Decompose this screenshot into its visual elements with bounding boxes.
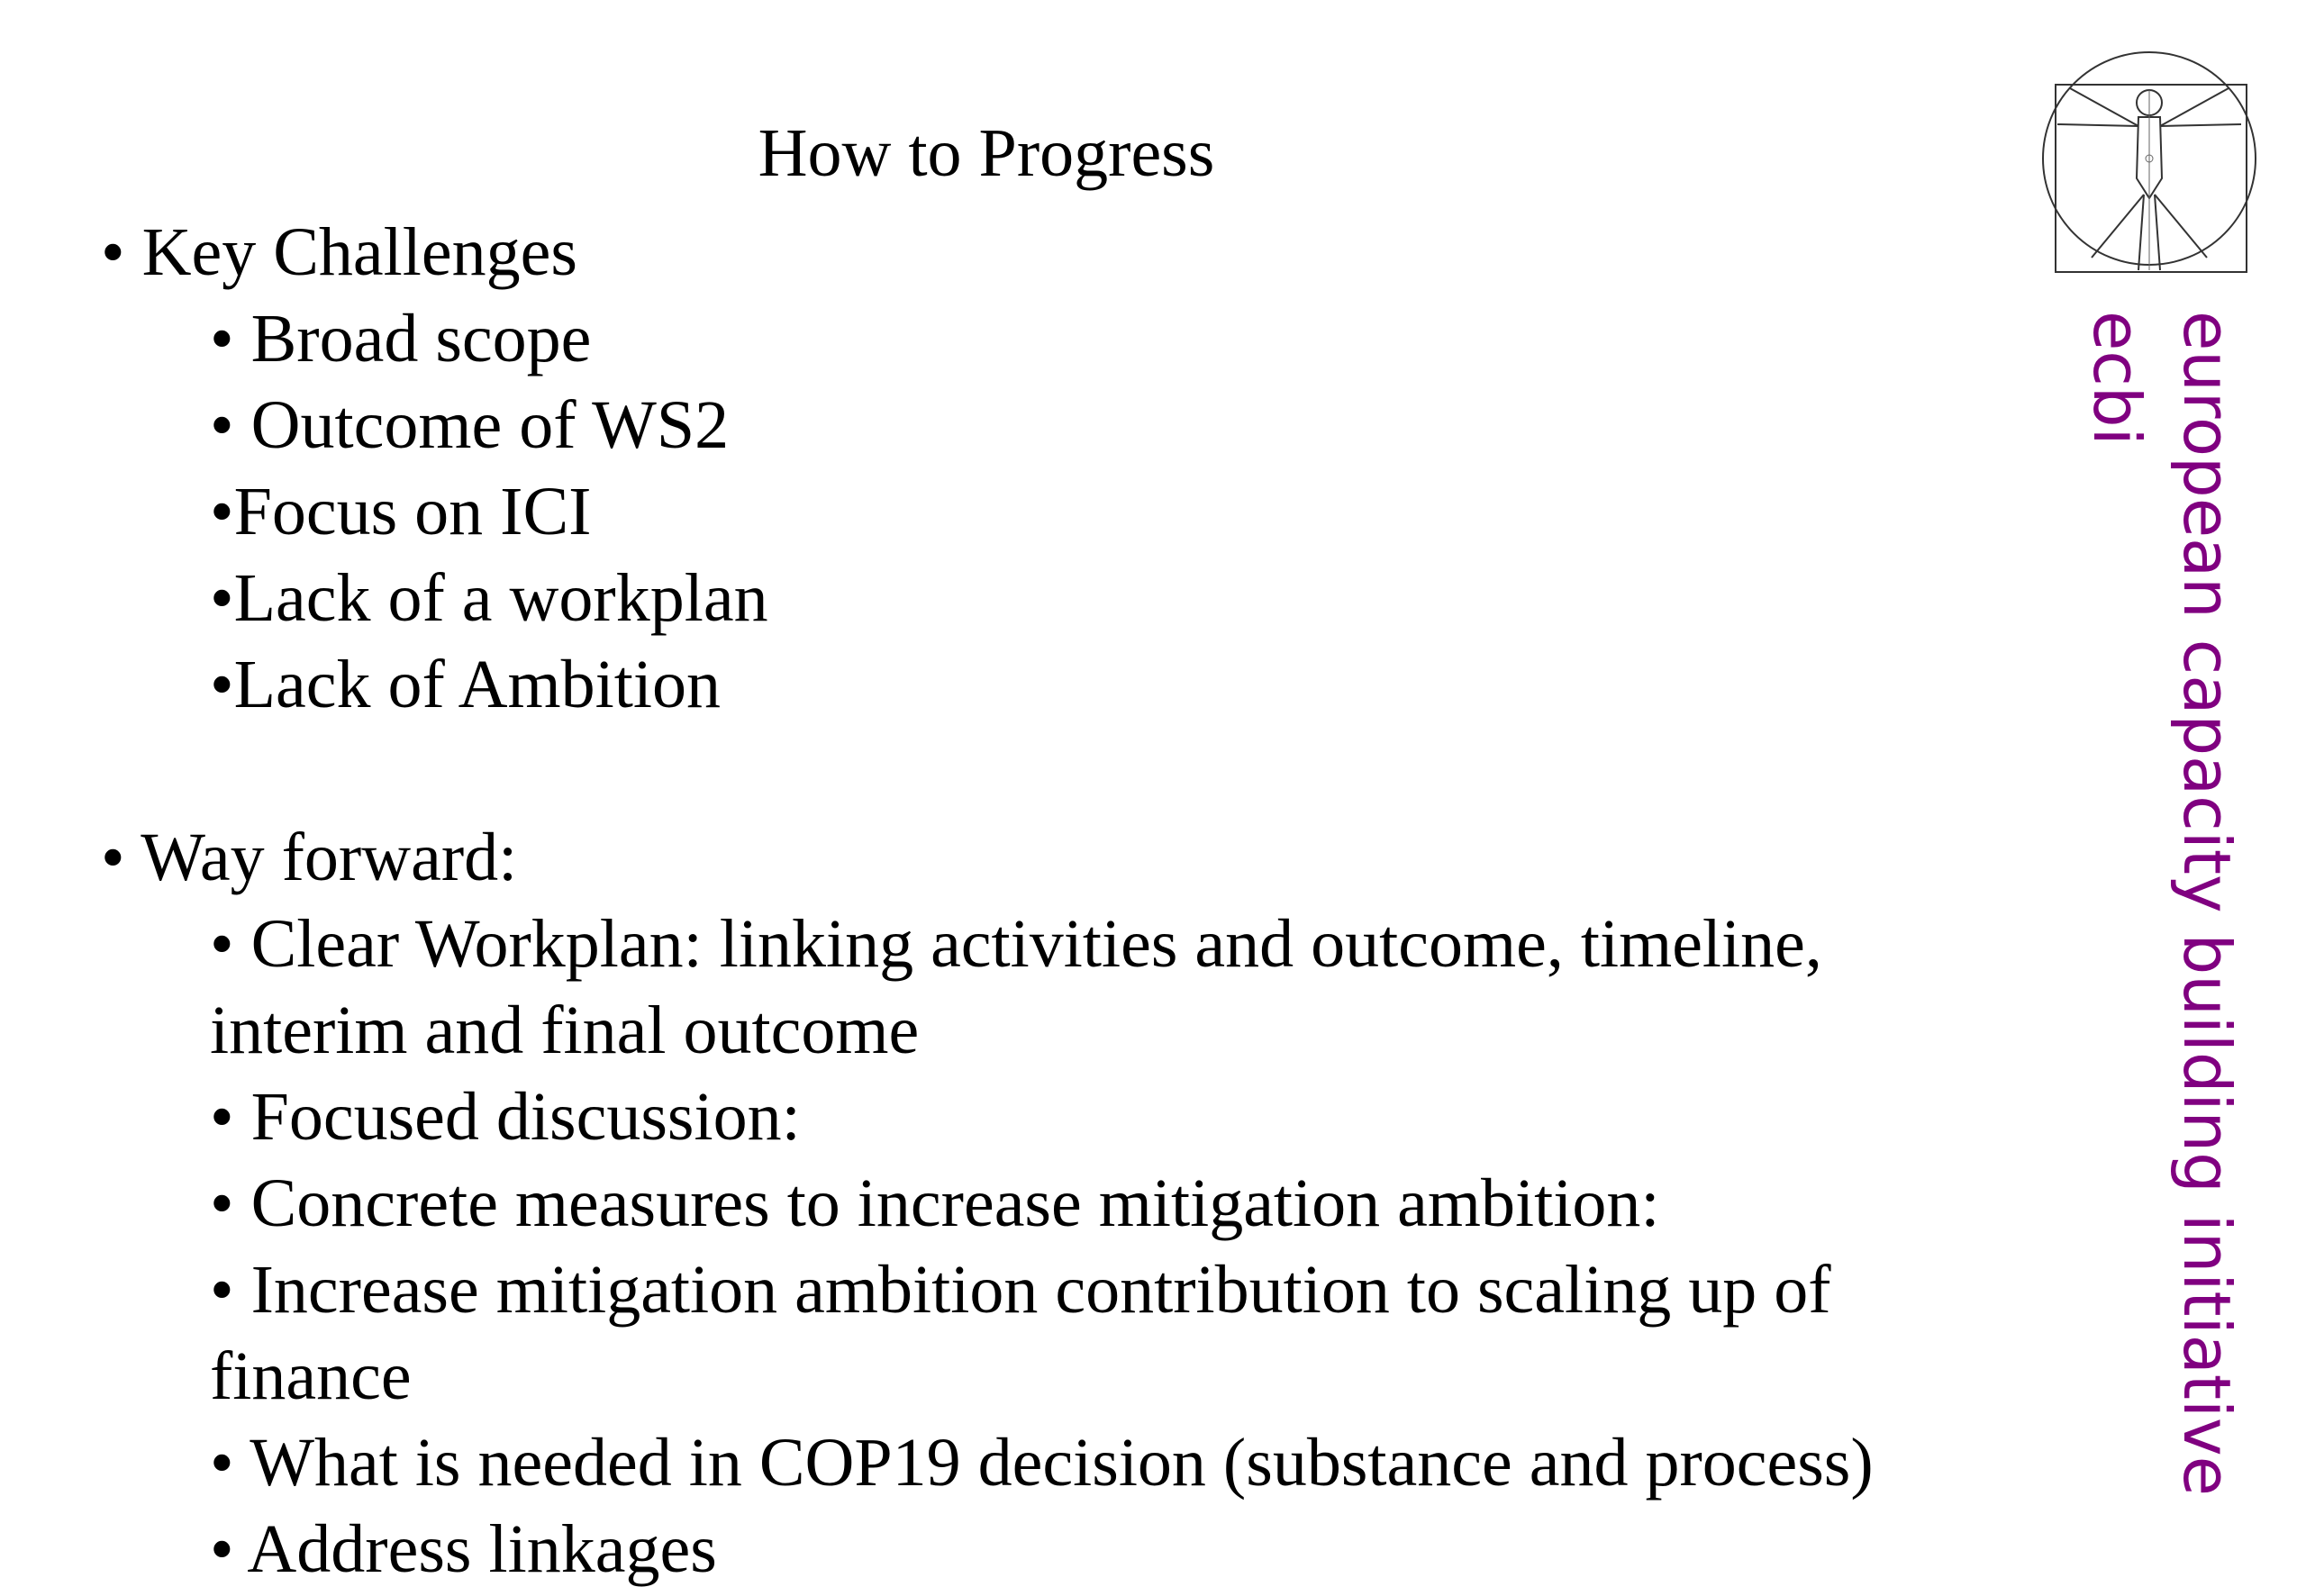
ecbi-branding — [2072, 311, 2252, 1496]
way-forward-heading: • Way forward: — [101, 820, 518, 895]
way-forward-item: • Focused discussion: — [210, 1079, 801, 1155]
challenge-item: •Lack of Ambition — [210, 647, 721, 722]
challenge-item: • Broad scope — [210, 301, 592, 376]
way-forward-item-continuation: interim and final outcome — [210, 993, 920, 1068]
slide-title: How to Progress — [758, 115, 1215, 191]
way-forward-item: • Increase mitigation ambition contribution to scaling up of — [210, 1252, 1831, 1328]
way-forward-item: • Clear Workplan: linking activities and outcome, timeline, — [210, 906, 1822, 982]
way-forward-item-continuation: finance — [210, 1338, 412, 1414]
vitruvian-man-icon — [2038, 43, 2261, 277]
key-challenges-heading: • Key Challenges — [101, 214, 577, 290]
way-forward-item: • Concrete measures to increase mitigation ambition: — [210, 1165, 1660, 1241]
challenge-item: •Lack of a workplan — [210, 560, 768, 636]
way-forward-item: • What is needed in COP19 decision (substance and process) — [210, 1425, 1874, 1501]
branding-line-2: ecbi — [2079, 311, 2155, 446]
challenge-item: •Focus on ICI — [210, 474, 592, 549]
way-forward-item: • Address linkages — [210, 1511, 717, 1587]
branding-line-1: european capacity building initiative — [2169, 311, 2245, 1496]
challenge-item: • Outcome of WS2 — [210, 387, 730, 463]
